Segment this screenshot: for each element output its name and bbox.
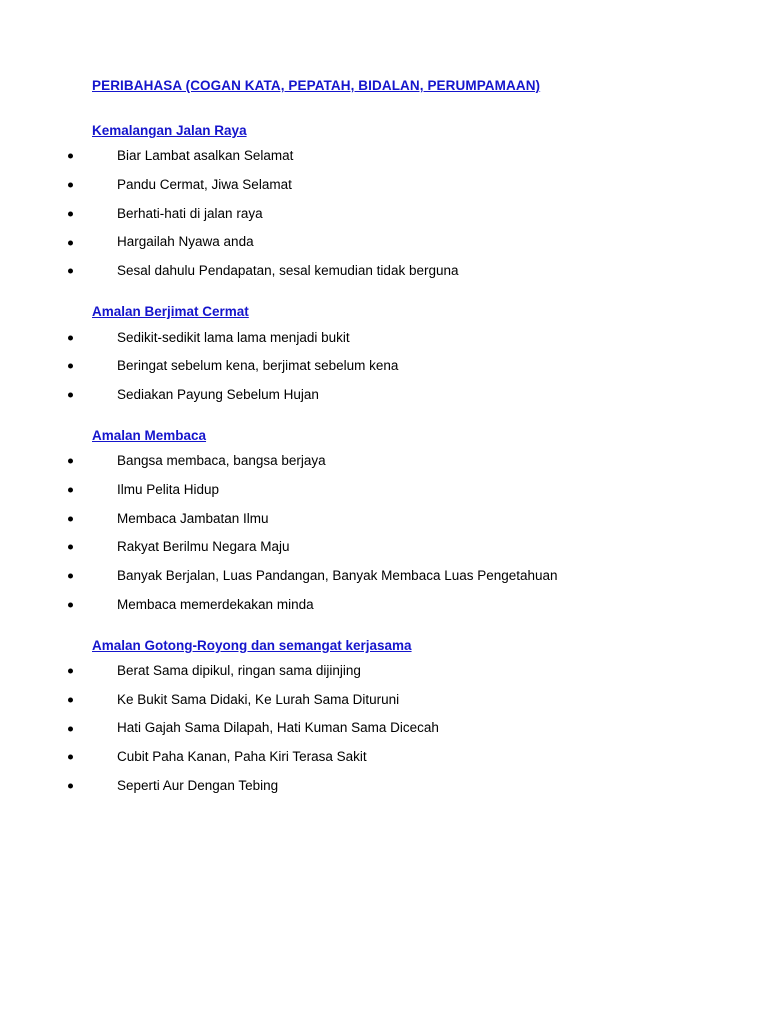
list-item [92, 778, 708, 794]
bullet-icon [68, 240, 73, 245]
list-item [92, 749, 708, 765]
list-item [92, 539, 708, 555]
bullet-icon [68, 574, 73, 579]
list-item-text: Berat Sama dipikul, ringan sama dijinjing [117, 663, 361, 679]
list-item [92, 387, 708, 403]
bullet-icon [68, 516, 73, 521]
section-amalan-gotong-royong [92, 637, 708, 794]
bullet-icon [68, 154, 73, 159]
list-item [92, 263, 708, 279]
list-item-text: Membaca Jambatan Ilmu [117, 510, 269, 526]
list-item [92, 453, 708, 469]
bullet-icon [68, 545, 73, 550]
bullet-icon [68, 602, 73, 607]
proverb-list [92, 453, 708, 613]
bullet-icon [68, 459, 73, 464]
list-item-text: Biar Lambat asalkan Selamat [117, 148, 294, 164]
list-item-text: Hargailah Nyawa anda [117, 234, 254, 250]
list-item [92, 358, 708, 374]
proverb-list [92, 330, 708, 404]
bullet-icon [68, 488, 73, 493]
list-item-text: Bangsa membaca, bangsa berjaya [117, 453, 326, 469]
list-item [92, 148, 708, 164]
list-item-text: Ilmu Pelita Hidup [117, 481, 220, 497]
proverb-list [92, 148, 708, 279]
bullet-icon [68, 183, 73, 188]
list-item [92, 206, 708, 222]
list-item-text: Berhati-hati di jalan raya [117, 205, 263, 221]
list-item-text: Hati Gajah Sama Dilapah, Hati Kuman Sama Dicecah [117, 720, 439, 736]
section-amalan-membaca [92, 427, 708, 613]
section-kemalangan-jalan-raya [92, 122, 708, 279]
list-item-text: Pandu Cermat, Jiwa Selamat [117, 177, 292, 193]
proverb-list [92, 663, 708, 794]
list-item-text: Cubit Paha Kanan, Paha Kiri Terasa Sakit [117, 749, 367, 765]
list-item-text: Ke Bukit Sama Didaki, Ke Lurah Sama Dituruni [117, 691, 400, 707]
list-item [92, 482, 708, 498]
list-item-text: Membaca memerdekakan minda [117, 596, 314, 612]
page-title: PERIBAHASA (COGAN KATA, PEPATAH, BIDALAN, PERUMPAMAAN) [92, 78, 541, 93]
list-item [92, 597, 708, 613]
list-item [92, 692, 708, 708]
list-item [92, 720, 708, 736]
list-item [92, 234, 708, 250]
list-item [92, 568, 708, 584]
section-heading: Amalan Membaca [92, 428, 207, 444]
bullet-icon [68, 269, 73, 274]
bullet-icon [68, 726, 73, 731]
section-heading: Amalan Berjimat Cermat [92, 304, 249, 320]
list-item-text: Banyak Berjalan, Luas Pandangan, Banyak Membaca Luas Pengetahuan [117, 568, 558, 583]
section-heading: Kemalangan Jalan Raya [92, 123, 247, 139]
list-item-text: Sesal dahulu Pendapatan, sesal kemudian tidak berguna [117, 263, 459, 279]
bullet-icon [68, 783, 73, 788]
section-heading: Amalan Gotong-Royong dan semangat kerjasama [92, 637, 412, 653]
section-amalan-berjimat-cermat [92, 303, 708, 403]
list-item-text: Beringat sebelum kena, berjimat sebelum kena [117, 358, 399, 374]
list-item-text: Sedikit-sedikit lama lama menjadi bukit [117, 329, 350, 345]
bullet-icon [68, 211, 73, 216]
list-item [92, 330, 708, 346]
list-item-text: Rakyat Berilmu Negara Maju [117, 539, 290, 555]
list-item [92, 177, 708, 193]
list-item-text: Sediakan Payung Sebelum Hujan [117, 386, 319, 402]
bullet-icon [68, 392, 73, 397]
list-item [92, 511, 708, 527]
bullet-icon [68, 364, 73, 369]
bullet-icon [68, 669, 73, 674]
list-item [92, 663, 708, 679]
bullet-icon [68, 755, 73, 760]
bullet-icon [68, 335, 73, 340]
list-item-text: Seperti Aur Dengan Tebing [117, 777, 279, 793]
bullet-icon [68, 697, 73, 702]
